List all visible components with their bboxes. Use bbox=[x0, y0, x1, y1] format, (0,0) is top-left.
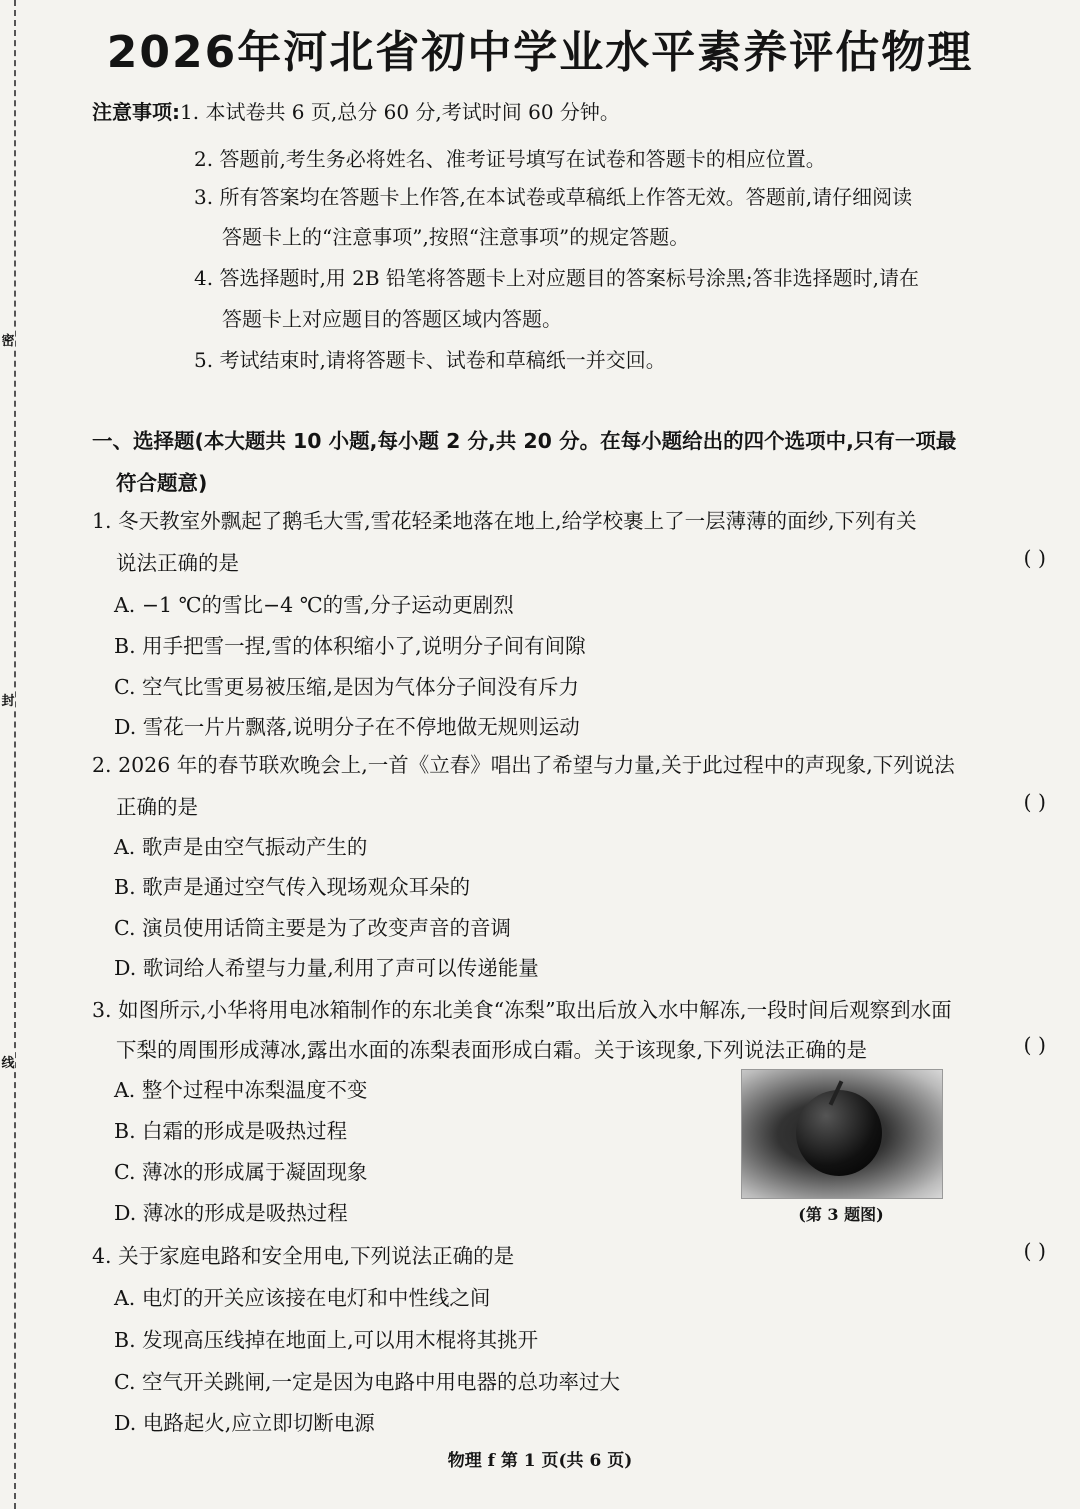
question-2-option-a: A. 歌声是由空气振动产生的 bbox=[114, 835, 368, 859]
question-3-stem-cont: 下梨的周围形成薄冰,露出水面的冻梨表面形成白霜。关于该现象,下列说法正确的是 bbox=[116, 1038, 868, 1062]
question-2-option-c: C. 演员使用话筒主要是为了改变声音的音调 bbox=[114, 916, 511, 940]
notice-item-1: 1. 本试卷共 6 页,总分 60 分,考试时间 60 分钟。 bbox=[180, 100, 620, 124]
question-3-option-c: C. 薄冰的形成属于凝固现象 bbox=[114, 1160, 368, 1184]
question-3-option-d: D. 薄冰的形成是吸热过程 bbox=[114, 1201, 348, 1225]
question-1-stem: 1. 冬天教室外飘起了鹅毛大雪,雪花轻柔地落在地上,给学校裹上了一层薄薄的面纱,下列有关 bbox=[92, 509, 917, 533]
binding-char-mi: 密 bbox=[1, 330, 15, 349]
binding-line bbox=[14, 0, 16, 1509]
question-4-option-a: A. 电灯的开关应该接在电灯和中性线之间 bbox=[114, 1286, 491, 1310]
notice-item-4-cont: 答题卡上对应题目的答题区域内答题。 bbox=[222, 307, 562, 331]
question-4-stem: 4. 关于家庭电路和安全用电,下列说法正确的是 bbox=[92, 1244, 515, 1268]
question-1-option-c: C. 空气比雪更易被压缩,是因为气体分子间没有斥力 bbox=[114, 675, 580, 699]
notice-item-5: 5. 考试结束时,请将答题卡、试卷和草稿纸一并交回。 bbox=[194, 348, 666, 372]
question-1-stem-cont: 说法正确的是 bbox=[116, 551, 239, 575]
question-4-option-b: B. 发现高压线掉在地面上,可以用木棍将其挑开 bbox=[114, 1328, 539, 1352]
question-4-option-d: D. 电路起火,应立即切断电源 bbox=[114, 1411, 375, 1435]
frozen-pear-icon bbox=[796, 1090, 882, 1176]
question-4-option-c: C. 空气开关跳闸,一定是因为电路中用电器的总功率过大 bbox=[114, 1370, 621, 1394]
notice-item-4: 4. 答选择题时,用 2B 铅笔将答题卡上对应题目的答案标号涂黑;答非选择题时,请在 bbox=[194, 266, 920, 290]
figure-3-caption: (第 3 题图) bbox=[798, 1205, 884, 1224]
question-1-option-b: B. 用手把雪一捏,雪的体积缩小了,说明分子间有间隙 bbox=[114, 634, 586, 658]
exam-title: 2026年河北省初中学业水平素养评估物理 bbox=[106, 27, 974, 78]
notice-item-2: 2. 答题前,考生务必将姓名、准考证号填写在试卷和答题卡的相应位置。 bbox=[194, 147, 826, 171]
frozen-pear-figure bbox=[741, 1069, 943, 1199]
question-1-answer-paren: ( ) bbox=[1023, 546, 1046, 570]
binding-char-feng: 封 bbox=[1, 690, 15, 709]
notice-heading: 注意事项: bbox=[92, 100, 180, 124]
notice-item-3-cont: 答题卡上的“注意事项”,按照“注意事项”的规定答题。 bbox=[222, 225, 690, 249]
question-2 bbox=[92, 748, 1052, 980]
question-3-option-b: B. 白霜的形成是吸热过程 bbox=[114, 1119, 348, 1143]
section-heading-line1: 一、选择题(本大题共 10 小题,每小题 2 分,共 20 分。在每小题给出的四个选项中,只有一项最 bbox=[92, 429, 957, 453]
question-3-answer-paren: ( ) bbox=[1023, 1033, 1046, 1057]
question-3-option-a: A. 整个过程中冻梨温度不变 bbox=[114, 1078, 368, 1102]
question-2-stem: 2. 2026 年的春节联欢晚会上,一首《立春》唱出了希望与力量,关于此过程中的声现象,下列说法 bbox=[92, 753, 955, 777]
page-footer: 物理 f 第 1 页(共 6 页) bbox=[447, 1451, 633, 1471]
section-heading bbox=[92, 420, 1052, 504]
notice-item-3: 3. 所有答案均在答题卡上作答,在本试卷或草稿纸上作答无效。答题前,请仔细阅读 bbox=[194, 185, 913, 209]
question-2-option-b: B. 歌声是通过空气传入现场观众耳朵的 bbox=[114, 875, 471, 899]
question-2-option-d: D. 歌词给人希望与力量,利用了声可以传递能量 bbox=[114, 956, 539, 980]
question-1 bbox=[92, 504, 1052, 739]
question-2-stem-cont: 正确的是 bbox=[116, 795, 198, 819]
question-2-answer-paren: ( ) bbox=[1023, 790, 1046, 814]
question-1-option-a: A. −1 ℃的雪比−4 ℃的雪,分子运动更剧烈 bbox=[114, 593, 514, 617]
binding-char-xian: 线 bbox=[1, 1052, 15, 1071]
section-heading-line2: 符合题意) bbox=[116, 471, 208, 495]
question-1-option-d: D. 雪花一片片飘落,说明分子在不停地做无规则运动 bbox=[114, 715, 580, 739]
question-4-answer-paren: ( ) bbox=[1023, 1239, 1046, 1263]
question-4 bbox=[92, 1239, 1052, 1435]
question-3-stem: 3. 如图所示,小华将用电冰箱制作的东北美食“冻梨”取出后放入水中解冻,一段时间后观察到水面 bbox=[92, 998, 952, 1022]
